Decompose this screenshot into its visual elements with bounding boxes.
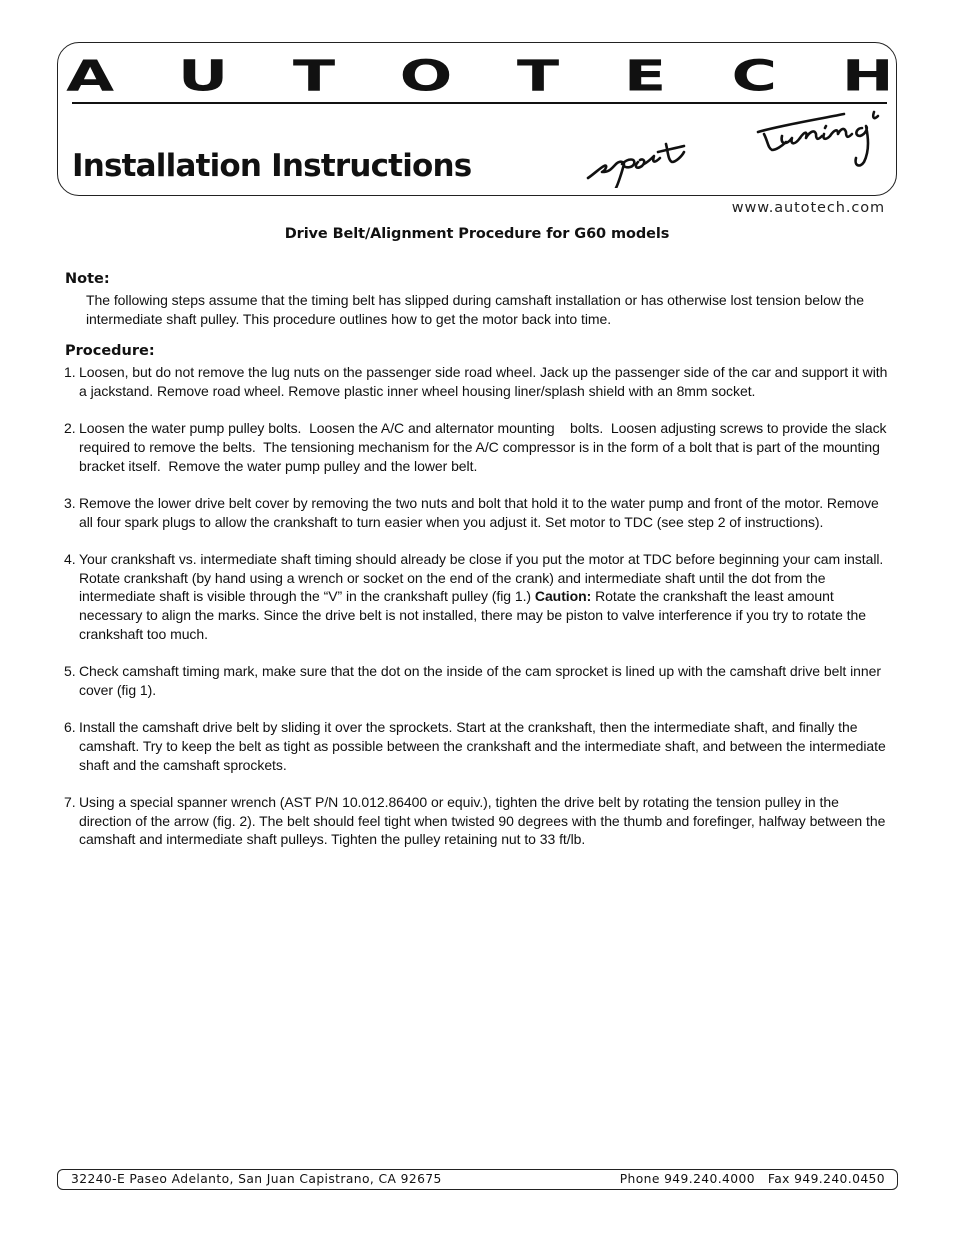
- step-text-part: Rotate the crankshaft the least amount necessary to align the marks. Since the drive belt is not installed, there may be piston to valve interference if you try to rotate the crankshaft too much.: [79, 588, 866, 642]
- brand-letter: A: [66, 51, 115, 102]
- brand-underline: [72, 102, 887, 104]
- footer-contact-bar: [57, 1169, 898, 1190]
- step-text: Install the camshaft drive belt by sliding it over the sprockets. Start at the crankshaft, then the intermediate shaft, and finally the camshaft. Try to keep the belt as tight as possible between the crankshaft and the intermediate shaft, and between the intermediate shaft and the camshaft sprockets.: [79, 719, 886, 773]
- brand-letter: T: [292, 51, 336, 102]
- brand-letter: E: [624, 51, 667, 102]
- step-text: [79, 551, 883, 642]
- note-heading: Note:: [65, 271, 110, 287]
- brand-letter: C: [731, 51, 778, 102]
- website-url: www.autotech.com: [731, 200, 885, 216]
- brand-letter: H: [841, 51, 894, 102]
- step-number: 5.: [64, 663, 76, 680]
- procedure-step-2: [64, 419, 894, 475]
- document-subtitle: Drive Belt/Alignment Procedure for G60 models: [284, 226, 670, 242]
- procedure-step-3: [64, 494, 894, 531]
- procedure-step-4: [64, 550, 894, 644]
- brand-letter: U: [178, 51, 229, 102]
- procedure-step-7: [64, 793, 894, 849]
- brand-wordmark: [66, 51, 894, 102]
- procedure-step-1: [64, 363, 894, 400]
- brand-letter: T: [516, 51, 559, 102]
- page-title: Installation Instructions: [72, 148, 472, 184]
- step-number: 6.: [64, 719, 76, 736]
- step-number: 7.: [64, 794, 76, 811]
- step-text-part: Your crankshaft vs. intermediate shaft timing should already be close if you put the motor at TDC before beginning your cam install. Rotate crankshaft (by hand using a wrench or socket on the end of the crank) and intermediate shaft until the dot from the intermediate shaft is visible through the “V” in the crankshaft pulley (fig 1.): [79, 550, 884, 605]
- step-number: 3.: [64, 494, 76, 511]
- step-number: 1.: [64, 364, 76, 380]
- footer-address: 32240-E Paseo Adelanto, San Juan Capistrano, CA 92675: [71, 1172, 442, 1186]
- procedure-step-5: [64, 662, 894, 699]
- brand-letter: O: [399, 51, 453, 102]
- procedure-steps: [64, 363, 894, 868]
- procedure-heading: Procedure:: [65, 343, 155, 359]
- note-text: The following steps assume that the timing belt has slipped during camshaft installation or has otherwise lost tension below the intermediate shaft pulley. This procedure outlines how to get the motor back into time.: [86, 292, 865, 327]
- caution-label: Caution:: [534, 588, 592, 605]
- step-text: Loosen, but do not remove the lug nuts on the passenger side road wheel. Jack up the passenger side of the car and support it with a jackstand. Remove road wheel. Remove plastic inner wheel housing liner/splash shield with an 8mm socket.: [79, 364, 888, 399]
- step-text: Loosen the water pump pulley bolts. Loosen the A/C and alternator mounting bolts. Loosen adjusting screws to provide the slack required to remove the belts. The tensioning mechanism for the A/C compressor is in the form of a bolt that is part of the mounting bracket itself. Remove the water pump pulley and the lower belt.: [79, 420, 891, 474]
- step-number: 2.: [64, 420, 76, 437]
- procedure-step-6: [64, 718, 894, 774]
- footer-phone-fax: Phone 949.240.4000 Fax 949.240.0450: [619, 1172, 885, 1186]
- sport-tuning-script-logo: [582, 106, 894, 188]
- step-number: 4.: [64, 550, 76, 567]
- step-text: Using a special spanner wrench (AST P/N 10.012.86400 or equiv.), tighten the drive belt by rotating the tension pulley in the direction of the arrow (fig. 2). The belt should feel tight when twisted 90 degrees with the thumb and forefinger, halfway between the camshaft and intermediate shaft pulleys. Tighten the pulley retaining nut to 33 ft/lb.: [79, 794, 886, 848]
- step-text: Remove the lower drive belt cover by removing the two nuts and bolt that hold it to the water pump and front of the motor. Remove all four spark plugs to allow the crankshaft to turn easier when you adjust it. Set motor to TDC (see step 2 of instructions).: [79, 494, 879, 530]
- step-text: Check camshaft timing mark, make sure that the dot on the inside of the cam sprocket is lined up with the camshaft drive belt inner cover (fig 1).: [79, 663, 881, 698]
